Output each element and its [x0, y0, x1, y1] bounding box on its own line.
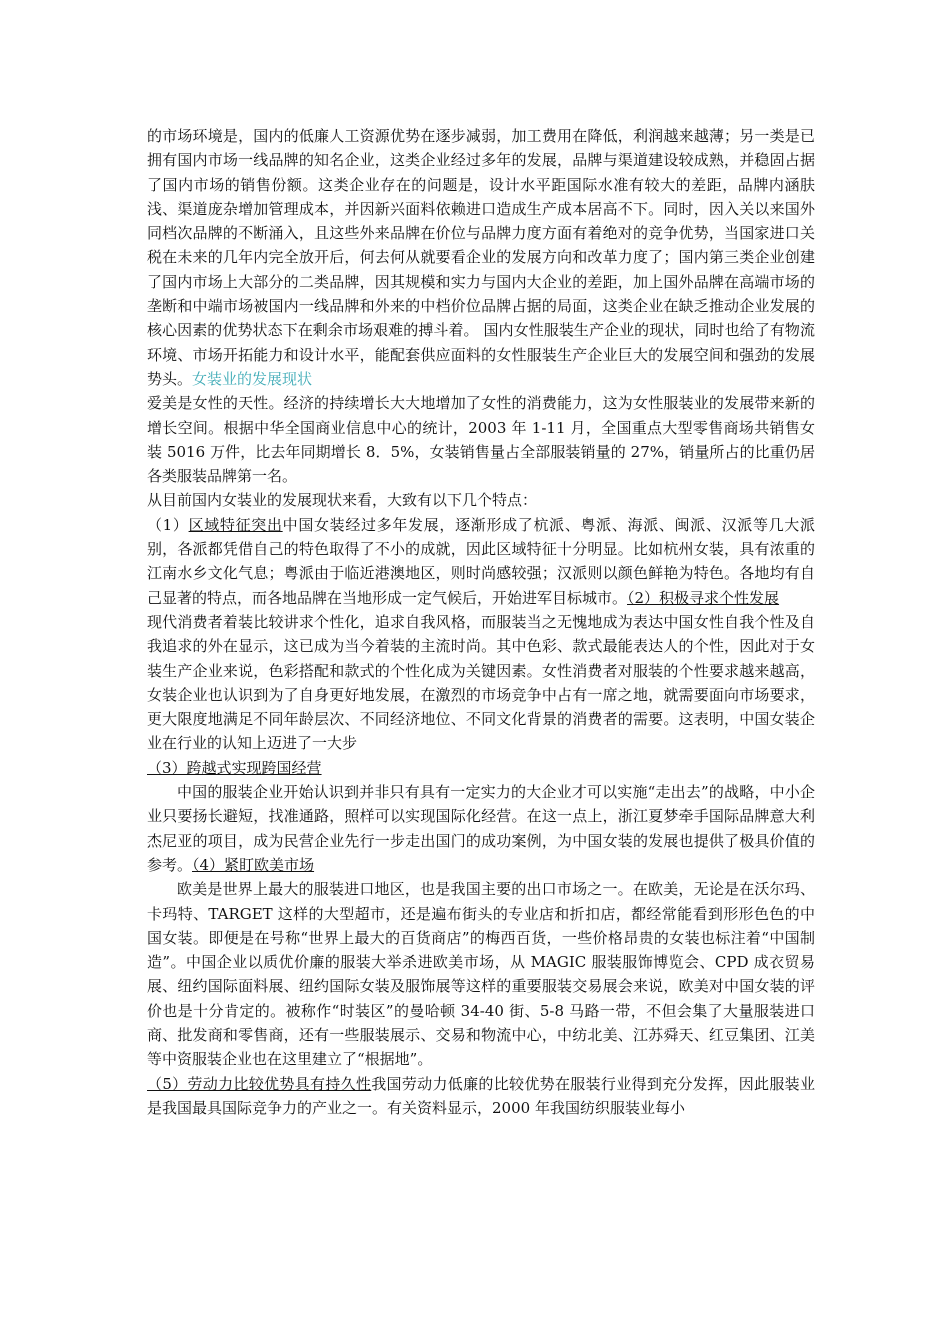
paragraph-text: 我国劳动力低廉的比较优势在服装行业得到充分发挥，因此服装业是我国最具国际竞争力的产业之一。有关资料显示，2000 年我国纺织服装业每小 — [147, 1074, 815, 1117]
feature-heading-labor: （5）劳动力比较优势具有持久性 — [147, 1074, 372, 1093]
paragraph-market-environment — [147, 124, 815, 391]
feature-heading-regional: 区域特征突出 — [188, 515, 283, 534]
paragraph-text: 中国的服装企业开始认识到并非只有具有一定实力的大企业才可以实施“走出去”的战略，中小企业只要扬长避短，找准通路，照样可以实现国际化经营。在这一点上，浙江夏梦牵手国际品牌意大利杰尼亚的项目，成为民营企业先行一步走出国门的成功案例，为中国女装的发展也提供了极具价值的参考。 — [147, 783, 815, 874]
feature-prefix: （1） — [147, 515, 189, 534]
paragraph-beauty-growth: 爱美是女性的天性。经济的持续增长大大地增加了女性的消费能力，这为女性服装业的发展带来新的增长空间。根据中华全国商业信息中心的统计，2003 年 1-11 月，全国重点大型零售商场共销售女装 5016 万件，比去年同期增长 8．5%，女装销售量占全部服装销量的 27%，销量所占的比重仍居各类服装品牌第一名。 — [147, 394, 815, 486]
feature-heading-crossborder: （3）跨越式实现跨国经营 — [147, 758, 322, 777]
paragraph-text: 中国女装经过多年发展，逐渐形成了杭派、粤派、海派、闽派、汉派等几大派别，各派都凭借自己的特色取得了不小的成就，因此区域特征十分明显。比如杭州女装，具有浓重的江南水乡文化气息；粤派由于临近港澳地区，则时尚感较强；汉派则以颜色鲜艳为特色。各地均有自己显著的特点，而各地品牌在当地形成一定气候后，开始进军目标城市。 — [147, 515, 815, 607]
section-link-womenswear-status[interactable]: 女装业的发展现状 — [192, 369, 313, 388]
paragraph-feature-labor — [147, 1072, 815, 1121]
paragraph-feature-personality: 现代消费者着装比较讲求个性化，追求自我风格，而服装当之无愧地成为表达中国女性自我个性及自我追求的外在显示，这已成为当今着装的主流时尚。其中色彩、款式最能表达人的个性，因此对于女装生产企业来说，色彩搭配和款式的个性化成为关键因素。女性消费者对服装的个性要求越来越高，女装企业也认识到为了自身更好地发展，在激烈的市场竞争中占有一席之地，就需要面向市场要求，更大限度地满足不同年龄层次、不同经济地位、不同文化背景的消费者的需要。这表明，中国女装企业在行业的认知上迈进了一大步 — [147, 612, 815, 753]
paragraph-text: 的市场环境是，国内的低廉人工资源优势在逐步减弱，加工费用在降低，利润越来越薄；另一类是已拥有国内市场一线品牌的知名企业，这类企业经过多年的发展，品牌与渠道建设较成熟，并稳固占据了国内市场的销售份额。这类企业存在的问题是，设计水平距国际水准有较大的差距，品牌内涵肤浅、渠道庞杂增加管理成本，并因新兴面料依赖进口造成生产成本居高不下。同时，因入关以来国外同档次品牌的不断涌入，且这些外来品牌在价位与品牌力度方面有着绝对的竞争优势，当国家进口关税在未来的几年内完全放开后，何去何从就要看企业的发展方向和改革力度了；国内第三类企业创建了国内市场上大部分的二类品牌，因其规模和实力与国内大企业的差距，加上国外品牌在高端市场的垄断和中端市场被国内一线品牌和外来的中档价位品牌占据的局面，这类企业在缺乏推动企业发展的核心因素的优势状态下在剩余市场艰难的搏斗着。 国内女性服装生产企业的现状，同时也给了有物流环境、市场开拓能力和设计水平，能配套供应面料的女性服装生产企业巨大的发展空间和强劲的发展势头。 — [147, 127, 815, 388]
feature-heading-personality: （2）积极寻求个性发展 — [627, 588, 780, 607]
paragraph-feature-crossborder — [147, 780, 815, 877]
document-body — [147, 124, 815, 1120]
paragraph-feature-western-markets: 欧美是世界上最大的服装进口地区，也是我国主要的出口市场之一。在欧美，无论是在沃尔玛、卡玛特、TARGET 这样的大型超市，还是遍布街头的专业店和折扣店，都经常能看到形形色色的中国女装。即便是在号称“世界上最大的百货商店”的梅西百货，一些价格昂贵的女装也标注着“中国制造”。中国企业以质优价廉的服装大举杀进欧美市场，从 MAGIC 服装服饰博览会、CPD 成衣贸易展、纽约国际面料展、纽约国际女装及服饰展等这样的重要服装交易展会来说，欧美对中国女装的评价也是十分肯定的。被称作“时装区”的曼哈顿 34-40 街、5-8 马路一带，不但会集了大量服装进口商、批发商和零售商，还有一些服装展示、交易和物流中心，中纺北美、江苏舜天、红豆集团、江美等中资服装企业也在这里建立了“根据地”。 — [147, 880, 815, 1069]
paragraph-feature-regional — [147, 513, 815, 610]
paragraph-features-intro: 从目前国内女装业的发展现状来看，大致有以下几个特点： — [147, 491, 538, 510]
feature-heading-western-markets: （4）紧盯欧美市场 — [192, 855, 315, 874]
